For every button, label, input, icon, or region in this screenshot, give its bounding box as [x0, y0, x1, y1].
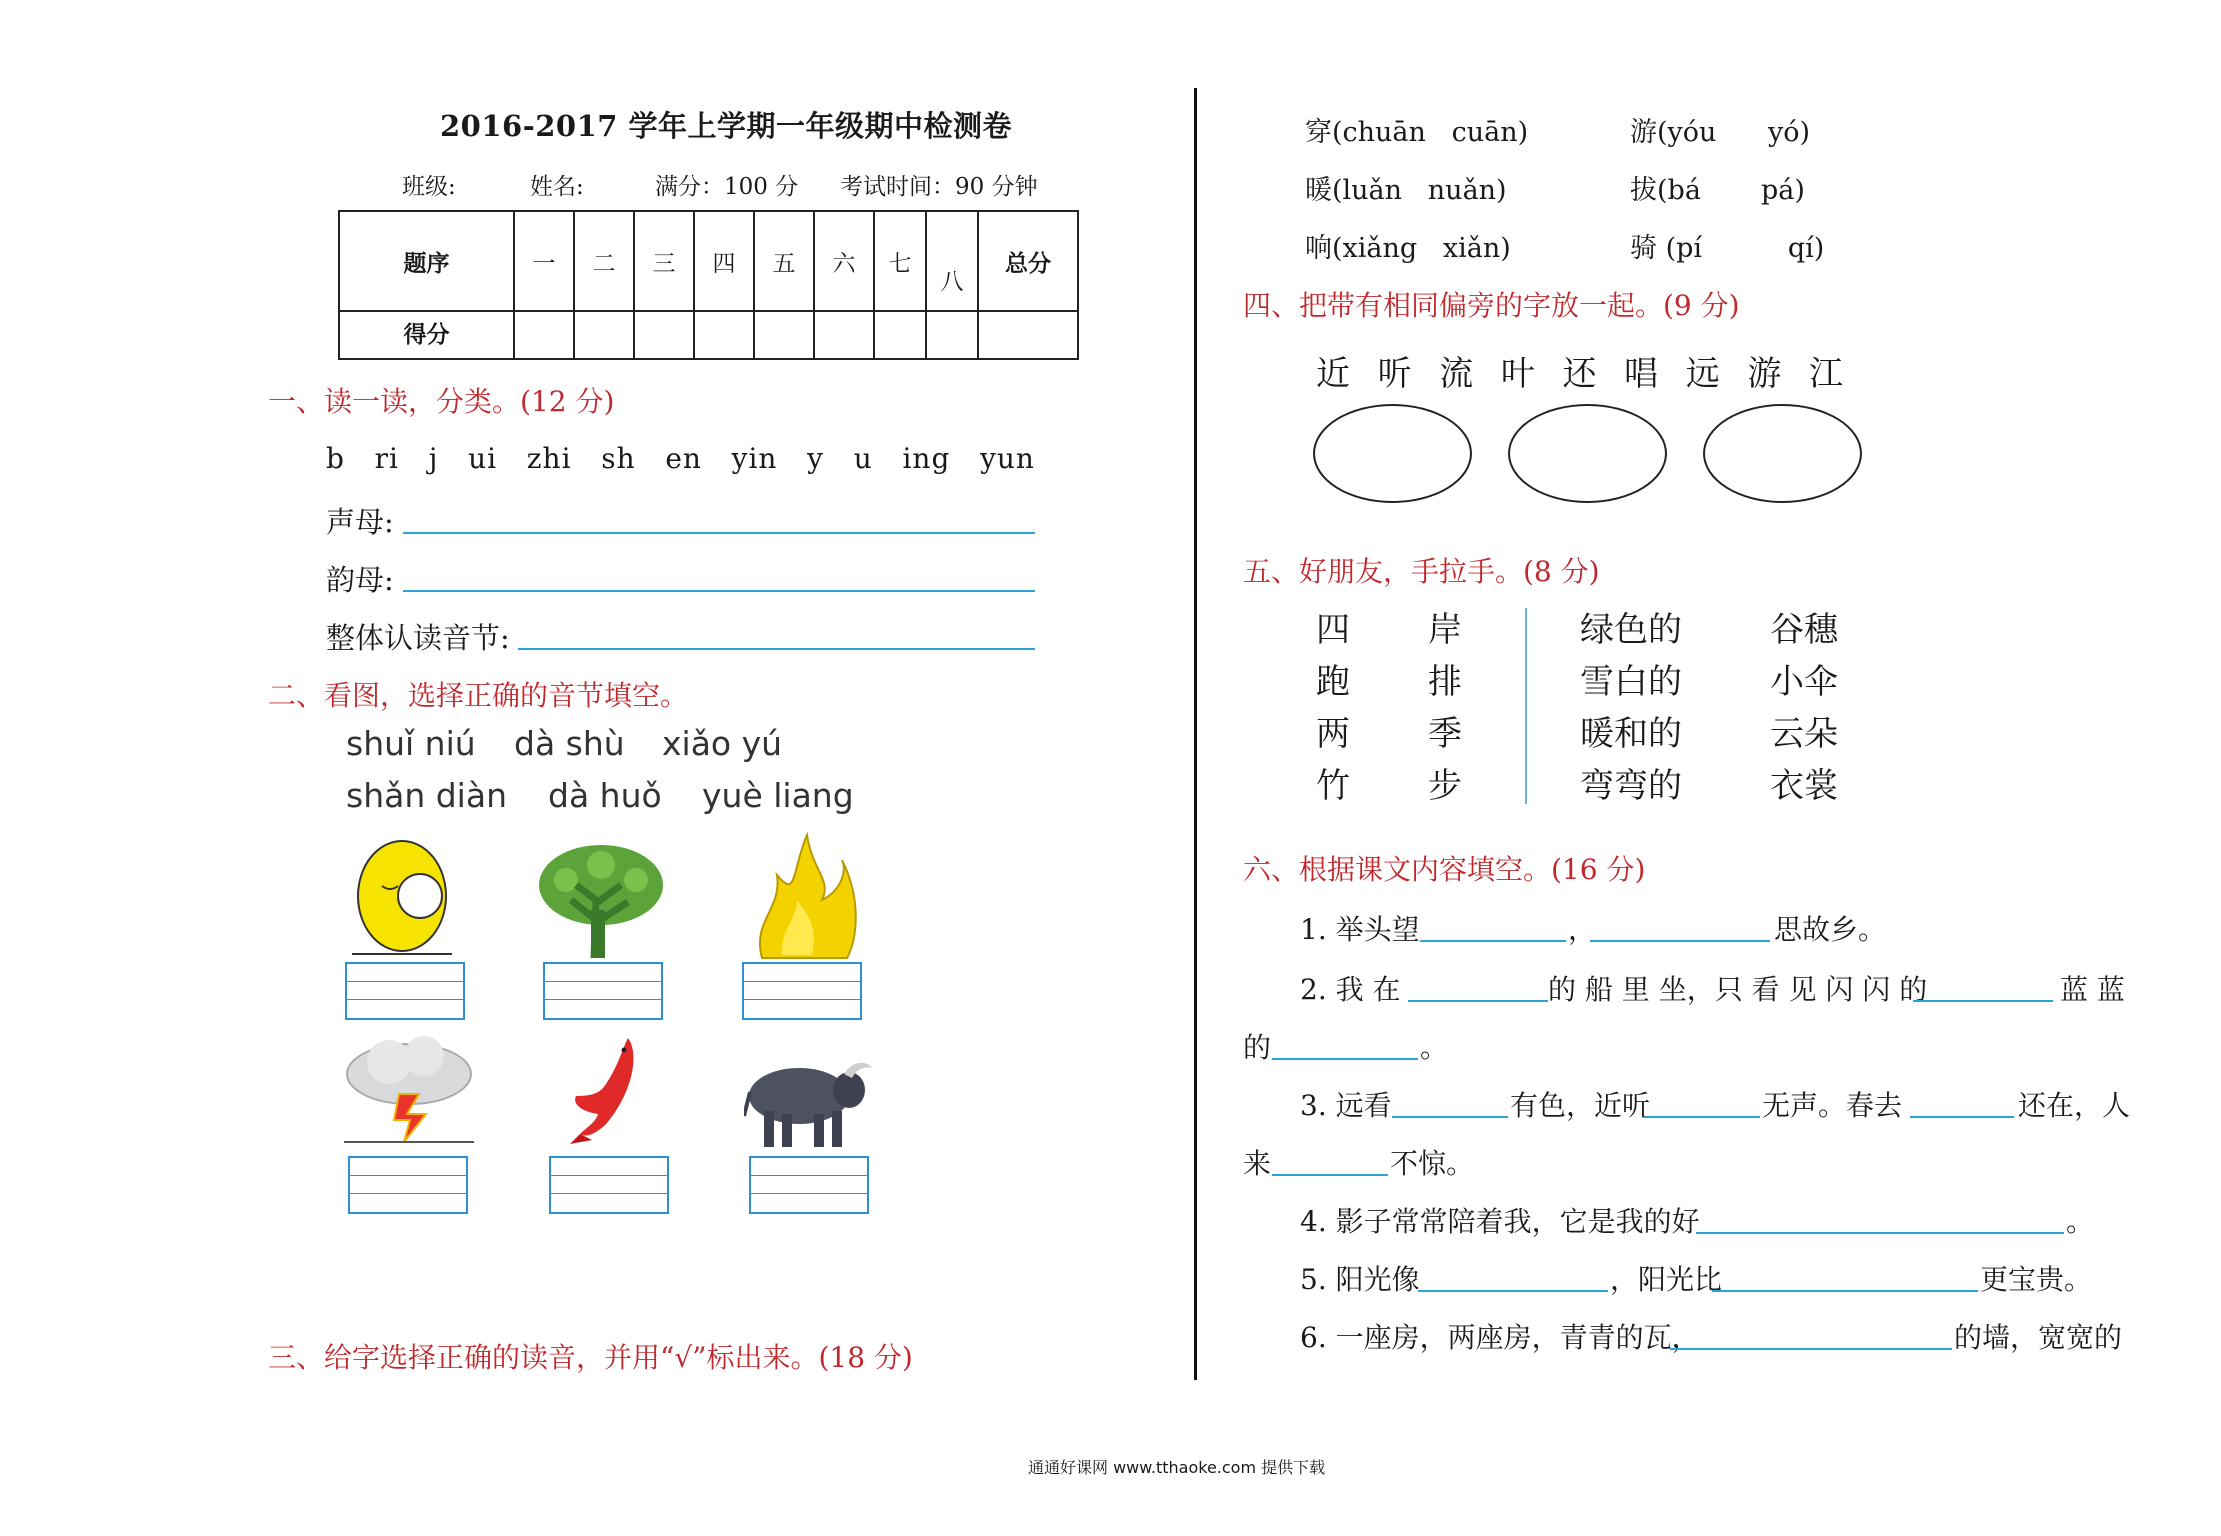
letter: yun	[980, 442, 1035, 475]
q6-line3-c: 无声。春去	[1762, 1089, 1903, 1122]
letter: zhi	[526, 442, 572, 475]
col-4: 四	[694, 211, 754, 311]
fill-blank[interactable]	[1644, 1116, 1760, 1118]
q4-title: 四、把带有相同偏旁的字放一起。(9 分)	[1243, 289, 1740, 322]
col-6: 六	[814, 211, 874, 311]
char-item: 近	[1316, 354, 1352, 394]
q3-char: 响	[1305, 233, 1332, 264]
score-cell[interactable]	[574, 311, 634, 359]
q6-line3-a: 3. 远看	[1300, 1089, 1392, 1122]
answer-box-tree[interactable]	[543, 962, 663, 1020]
char-item: 听	[1377, 354, 1414, 394]
q3-char: 游	[1630, 117, 1657, 148]
fill-blank[interactable]	[1696, 1232, 2064, 1234]
reading-option[interactable]: (luǎn	[1332, 175, 1403, 206]
fill-blank[interactable]	[1392, 1116, 1508, 1118]
answer-oval-1[interactable]	[1313, 404, 1472, 503]
q6-line1-a: 1. 举头望	[1300, 913, 1420, 946]
q6-line2-a: 2. 我 在	[1300, 973, 1401, 1006]
match-item: 绿色的	[1580, 610, 1682, 650]
q6-line6-a: 6. 一座房，两座房，青青的瓦，	[1300, 1321, 1700, 1354]
q5-title: 五、好朋友，手拉手。(8 分)	[1243, 555, 1600, 588]
q5-left-col-a	[1316, 604, 1350, 812]
q6-line2-d: 的	[1243, 1031, 1272, 1064]
letter: y	[807, 442, 824, 475]
q6-line5-b: ，阳光比	[1610, 1263, 1723, 1296]
column-divider	[1194, 88, 1197, 1380]
q6-line6-b: 的墙，宽宽的	[1954, 1321, 2123, 1354]
zhengti-answer-line[interactable]	[518, 648, 1035, 650]
reading-option[interactable]: yó)	[1767, 117, 1810, 148]
q6-line4-a: 4. 影子常常陪着我，它是我的好	[1300, 1205, 1700, 1238]
shengmu-label: 声母:	[326, 505, 394, 539]
score-label: 得分	[339, 311, 514, 359]
match-item: 暖和的	[1580, 714, 1682, 754]
fill-blank[interactable]	[1712, 1290, 1978, 1292]
reading-option[interactable]: xiǎn)	[1442, 233, 1511, 264]
match-item: 两	[1316, 714, 1350, 754]
page-title: 2016-2017 学年上学期一年级期中检测卷	[440, 109, 1013, 143]
letter: j	[428, 442, 439, 475]
answer-oval-3[interactable]	[1703, 404, 1862, 503]
q5-right-col-b	[1770, 604, 1838, 812]
score-cell[interactable]	[926, 311, 978, 359]
reading-option[interactable]: cuān)	[1451, 117, 1529, 148]
match-item: 谷穗	[1770, 610, 1838, 650]
letter-list	[326, 442, 1035, 475]
zhengti-label: 整体认读音节:	[326, 621, 510, 655]
score-table	[338, 210, 1079, 360]
reading-option[interactable]: (pí	[1665, 233, 1703, 264]
match-item: 雪白的	[1580, 662, 1682, 702]
exam-time: 考试时间：90 分钟	[840, 174, 1038, 200]
pinyin-option: shǎn diàn	[346, 776, 507, 815]
answer-box-fish[interactable]	[549, 1156, 669, 1214]
letter: en	[665, 442, 702, 475]
letter: ui	[468, 442, 498, 475]
char-item: 江	[1809, 354, 1845, 394]
lightning-picture	[344, 1034, 474, 1144]
match-item: 四	[1316, 610, 1350, 650]
q3-item	[1305, 110, 1528, 149]
match-item: 弯弯的	[1580, 766, 1682, 806]
q6-line3-e: 来	[1243, 1147, 1272, 1180]
match-item: 云朵	[1770, 714, 1838, 754]
match-item: 季	[1428, 714, 1462, 754]
match-item: 衣裳	[1770, 766, 1838, 806]
q6-line3-f: 不惊。	[1390, 1147, 1475, 1180]
char-item: 叶	[1500, 354, 1537, 394]
fill-blank[interactable]	[1590, 940, 1770, 942]
pinyin-option: dà shù	[514, 724, 625, 763]
q6-line3-d: 还在，人	[2018, 1089, 2131, 1122]
score-cell[interactable]	[814, 311, 874, 359]
q5-separator	[1525, 608, 1527, 804]
fill-blank[interactable]	[1670, 1348, 1952, 1350]
answer-box-lightning[interactable]	[348, 1156, 468, 1214]
fill-blank[interactable]	[1272, 1174, 1388, 1176]
q3-item	[1305, 226, 1511, 265]
char-item: 流	[1439, 354, 1476, 394]
pinyin-option: dà huǒ	[548, 776, 662, 815]
q6-line3-b: 有色，近听	[1510, 1089, 1651, 1122]
match-item: 岸	[1428, 610, 1462, 650]
answer-box-fire[interactable]	[742, 962, 862, 1020]
score-cell[interactable]	[978, 311, 1078, 359]
q6-line2-e: 。	[1420, 1031, 1449, 1064]
fill-blank[interactable]	[1418, 1290, 1608, 1292]
fill-blank[interactable]	[1420, 940, 1566, 942]
q2-title: 二、看图，选择正确的音节填空。	[268, 679, 689, 712]
shengmu-answer-line[interactable]	[403, 532, 1035, 534]
col-7: 七	[874, 211, 926, 311]
pinyin-option: xiǎo yú	[662, 724, 783, 763]
char-item: 唱	[1624, 354, 1661, 394]
score-cell[interactable]	[754, 311, 814, 359]
pinyin-option: yuè liang	[702, 776, 854, 815]
char-item: 远	[1685, 354, 1722, 394]
q3-char: 骑	[1630, 233, 1657, 264]
total-label: 总分	[978, 211, 1078, 311]
q3-char: 穿	[1305, 117, 1332, 148]
col-5: 五	[754, 211, 814, 311]
score-cell[interactable]	[514, 311, 574, 359]
letter: ri	[374, 442, 399, 475]
q6-line5-c: 更宝贵。	[1980, 1263, 2093, 1296]
moon-picture	[352, 838, 452, 958]
q6-line5-a: 5. 阳光像	[1300, 1263, 1420, 1296]
col-3: 三	[634, 211, 694, 311]
q6-line4-b: 。	[2066, 1205, 2095, 1238]
match-item: 竹	[1316, 766, 1350, 806]
full-score: 满分：100 分	[655, 174, 799, 200]
reading-option[interactable]: (xiǎng	[1332, 233, 1418, 264]
col-2: 二	[574, 211, 634, 311]
order-label: 题序	[339, 211, 514, 311]
pinyin-option: shuǐ niú	[346, 724, 476, 763]
answer-box-buffalo[interactable]	[749, 1156, 869, 1214]
name-label: 姓名:	[530, 174, 584, 200]
fill-blank[interactable]	[1408, 1000, 1548, 1002]
fire-picture	[752, 830, 862, 960]
letter: yin	[731, 442, 778, 475]
letter: ing	[902, 442, 951, 475]
score-cell[interactable]	[874, 311, 926, 359]
q3-title: 三、给字选择正确的读音，并用“√”标出来。(18 分)	[268, 1341, 913, 1374]
fill-blank[interactable]	[1272, 1058, 1418, 1060]
char-item: 还	[1562, 354, 1599, 394]
reading-option[interactable]: (bá	[1657, 175, 1701, 206]
letter: sh	[601, 442, 636, 475]
score-cell[interactable]	[694, 311, 754, 359]
col-1: 一	[514, 211, 574, 311]
letter: u	[853, 442, 873, 475]
score-cell[interactable]	[634, 311, 694, 359]
letter: b	[326, 442, 345, 475]
yunmu-label: 韵母:	[326, 563, 394, 597]
fill-blank[interactable]	[1913, 1000, 2053, 1002]
q3-item	[1305, 168, 1507, 207]
answer-oval-2[interactable]	[1508, 404, 1667, 503]
reading-option[interactable]: nuǎn)	[1427, 175, 1507, 206]
reading-option[interactable]: qí)	[1787, 233, 1825, 264]
fill-blank[interactable]	[1910, 1116, 2014, 1118]
q5-right-col-a	[1580, 604, 1682, 812]
reading-option[interactable]: pá)	[1761, 175, 1805, 206]
q6-line2-c: 蓝 蓝	[2060, 973, 2125, 1006]
q3-item	[1630, 110, 1810, 149]
col-8: 八	[926, 211, 978, 311]
match-item: 小伞	[1770, 662, 1838, 702]
tree-picture	[536, 840, 666, 960]
buffalo-picture	[744, 1056, 874, 1151]
class-label: 班级:	[402, 174, 456, 200]
q5-left-col-b	[1428, 604, 1462, 812]
q3-char: 暖	[1305, 175, 1332, 206]
match-item: 跑	[1316, 662, 1350, 702]
match-item: 排	[1428, 662, 1462, 702]
q4-chars	[1316, 346, 1845, 395]
yunmu-answer-line[interactable]	[403, 590, 1035, 592]
char-item: 游	[1747, 354, 1784, 394]
fish-picture	[566, 1034, 646, 1146]
footer-credit: 通通好课网 www.tthaoke.com 提供下载	[1028, 1458, 1326, 1477]
q3-item	[1630, 226, 1824, 265]
q3-item	[1630, 168, 1805, 207]
q1-title: 一、读一读，分类。(12 分)	[268, 385, 615, 418]
q6-line1-b: ，	[1568, 913, 1597, 946]
reading-option[interactable]: (chuān	[1332, 117, 1426, 148]
answer-box-moon[interactable]	[345, 962, 465, 1020]
q3-char: 拔	[1630, 175, 1657, 206]
match-item: 步	[1428, 766, 1462, 806]
q6-line2-b: 的 船 里 坐，只 看 见 闪 闪 的	[1548, 973, 1928, 1006]
q6-line1-c: 思故乡。	[1774, 913, 1887, 946]
q6-title: 六、根据课文内容填空。(16 分)	[1243, 853, 1646, 886]
reading-option[interactable]: (yóu	[1657, 117, 1717, 148]
